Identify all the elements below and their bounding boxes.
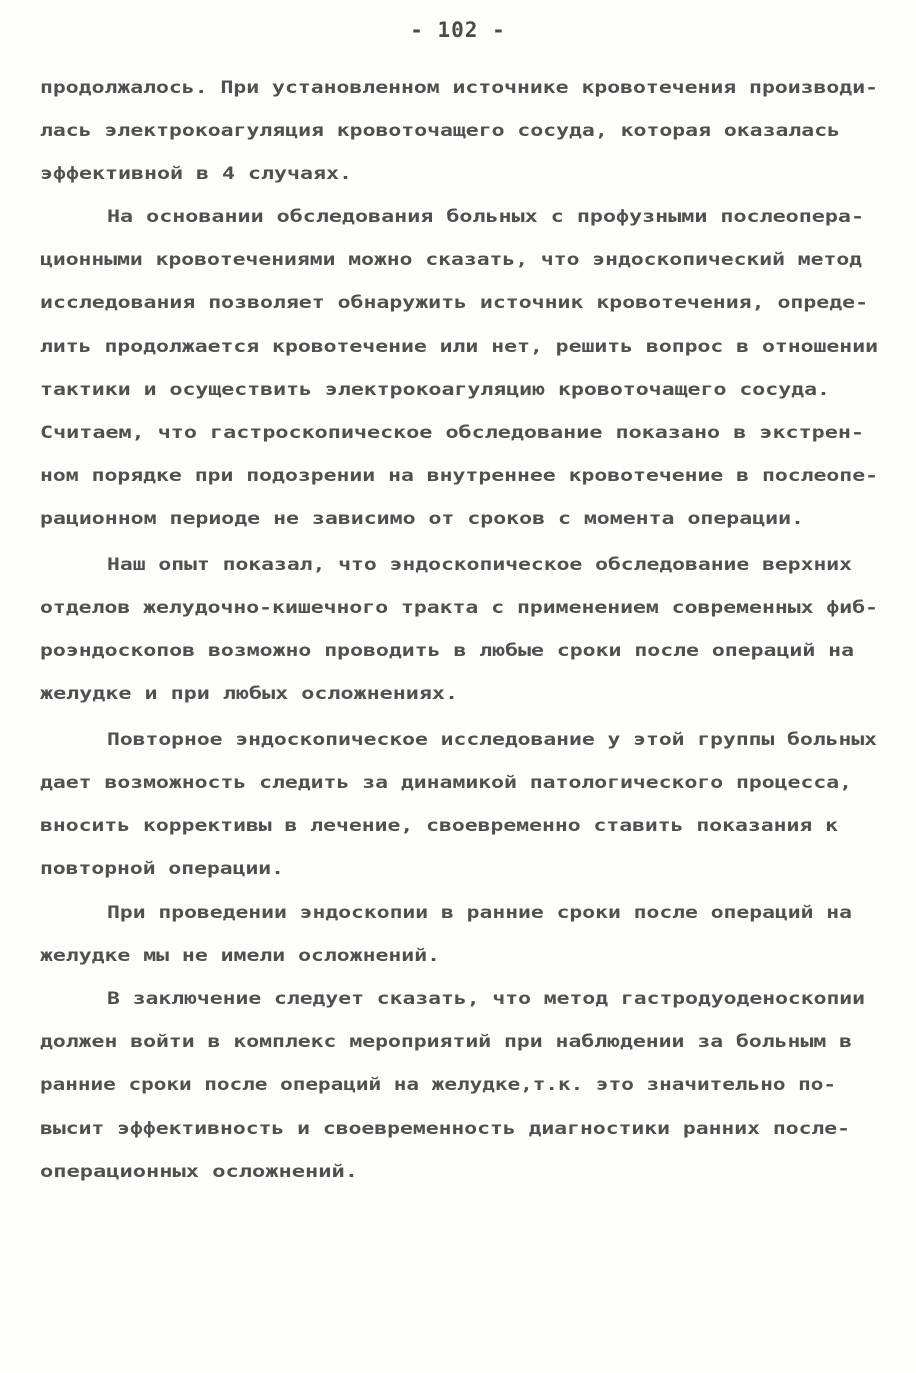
text-line: Повторное эндоскопическое исследование у этой группы больных: [107, 730, 878, 750]
text-line: отделов желудочно-кишечного тракта с применением современных фиб-: [40, 598, 878, 618]
text-line: Считаем, что гастроскопическое обследование показано в экстрен-: [40, 423, 864, 443]
text-line: дает возможность следить за динамикой патологического процесса,: [40, 773, 852, 793]
text-line: желудке мы не имели осложнений.: [40, 946, 440, 966]
text-line: При проведении эндоскопии в ранние сроки после операций на: [107, 903, 852, 923]
page-number: - 102 -: [410, 18, 506, 42]
text-line: вносить коррективы в лечение, своевременно ставить показания к: [40, 816, 838, 836]
text-line: лась электрокоагуляция кровоточащего сосуда, которая оказалась: [40, 121, 840, 141]
text-line: эффективной в 4 случаях.: [40, 164, 352, 184]
text-line: продолжалось. При установленном источнике кровотечения производи-: [40, 78, 878, 98]
text-line: исследования позволяет обнаружить источник кровотечения, опреде-: [40, 293, 868, 313]
text-line: На основании обследования больных с профузными послеопера-: [107, 207, 864, 227]
text-line: ранние сроки после операций на желудке,т.к. это значительно по-: [40, 1075, 836, 1095]
text-line: высит эффективность и своевременность диагностики ранних после-: [40, 1119, 851, 1139]
text-line: лить продолжается кровотечение или нет, решить вопрос в отношении: [40, 337, 878, 357]
text-line: Наш опыт показал, что эндоскопическое обследование верхних: [107, 555, 852, 575]
text-line: роэндоскопов возможно проводить в любые сроки после операций на: [40, 641, 854, 661]
text-line: ном порядке при подозрении на внутреннее кровотечение в послеопе-: [40, 466, 878, 486]
text-line: операционных осложнений.: [40, 1162, 358, 1182]
text-line: желудке и при любых осложнениях.: [40, 684, 459, 704]
text-line: ционными кровотечениями можно сказать, что эндоскопический метод: [40, 250, 862, 270]
text-line: тактики и осуществить электрокоагуляцию кровоточащего сосуда.: [40, 380, 830, 400]
text-line: рационном периоде не зависимо от сроков с момента операции.: [40, 509, 804, 529]
text-line: должен войти в комплекс мероприятий при наблюдении за больным в: [40, 1032, 852, 1052]
text-line: В заключение следует сказать, что метод гастродуоденоскопии: [107, 989, 865, 1009]
text-line: повторной операции.: [40, 859, 284, 879]
